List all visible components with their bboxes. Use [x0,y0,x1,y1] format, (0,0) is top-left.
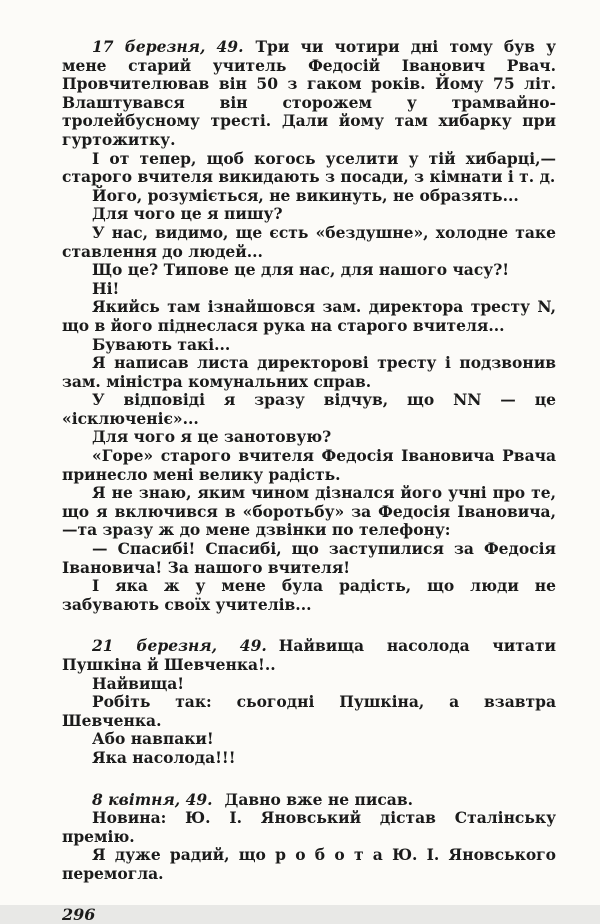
entry-lead-text: Три чи чотири дні тому був у мене старий учитель Федосій Іванович Рвач. Провчителював він 50 з гаком років. Йому 75 літ. Влаштувався він сторожем у трамвайно-тролейбусному тресті. Дали йому там хибарку при гуртожитку. [62,37,556,149]
paragraph: Найвища! [92,673,185,693]
paragraph: Для чого це я пишу? [92,204,283,224]
paragraph: Або навпаки! [92,729,214,749]
paragraph: Робіть так: сьогодні Пушкіна, а взавтра Шевченка. [62,692,556,730]
paragraph: Я не знаю, яким чином дізнался його учні про те, що я включився в «боротьбу» за Федосія Івановича,—та зразу ж до мене дзвінки по телефону: [62,483,556,540]
entry-lead-text: Давно вже не писав. [224,789,413,809]
paragraph: Яка насолода!!! [92,747,236,767]
paragraph [62,38,556,150]
paragraph: Що це? Типове це для нас, для нашого часу?! [92,260,510,280]
page-number: 296 [62,904,96,924]
diary-entry-april-8 [62,791,556,884]
paragraph: Ні! [92,278,120,298]
diary-entry-march-17 [62,38,556,614]
paragraph: Бувають такі... [92,334,231,354]
paragraph: — Спасибі! Спасибі, що заступилися за Федосія Івановича! За нашого вчителя! [62,539,556,577]
paragraph: Я дуже радий, що р о б о т а Ю. І. Яновського перемогла. [62,845,556,883]
paragraph: У нас, видимо, ще єсть «бездушне», холодне таке ставлення до людей... [62,222,556,261]
diary-entry-march-21 [62,637,556,767]
paragraph: Якийсь там ізнайшовся зам. директора тресту N, що в його піднеслася рука на старого вчителя... [62,297,556,335]
paragraph [62,637,556,674]
paragraph: «Горе» старого вчителя Федосія Івановича Рвача принесло мені велику радість. [62,446,556,484]
entry-date: 21 березня, 49. [92,636,267,656]
entry-lead-text: Найвища насолода читати Пушкіна й Шевченка!.. [62,636,556,674]
paragraph: Його, розуміється, не викинуть, не образять... [92,185,519,205]
entry-date: 17 березня, 49. [92,37,244,56]
paragraph: Я написав листа директорові тресту і подзвонив зам. міністра комунальних справ. [62,353,556,391]
paragraph: Новина: Ю. І. Яновський дістав Сталінську премію. [62,808,556,846]
paragraph: У відповіді я зразу відчув, що NN — це «ісключеніє»... [62,390,556,428]
paragraph: І от тепер, щоб когось уселити у тій хибарці,— старого вчителя викидають з посади, з кімнати і т. д. [62,148,556,187]
paragraph: Для чого я це занотовую? [92,427,332,447]
paragraph: І яка ж у мене була радість, що люди не забувають своїх учителів... [62,576,556,614]
entry-date: 8 квітня, 49. [92,789,213,809]
paragraph [62,791,556,810]
